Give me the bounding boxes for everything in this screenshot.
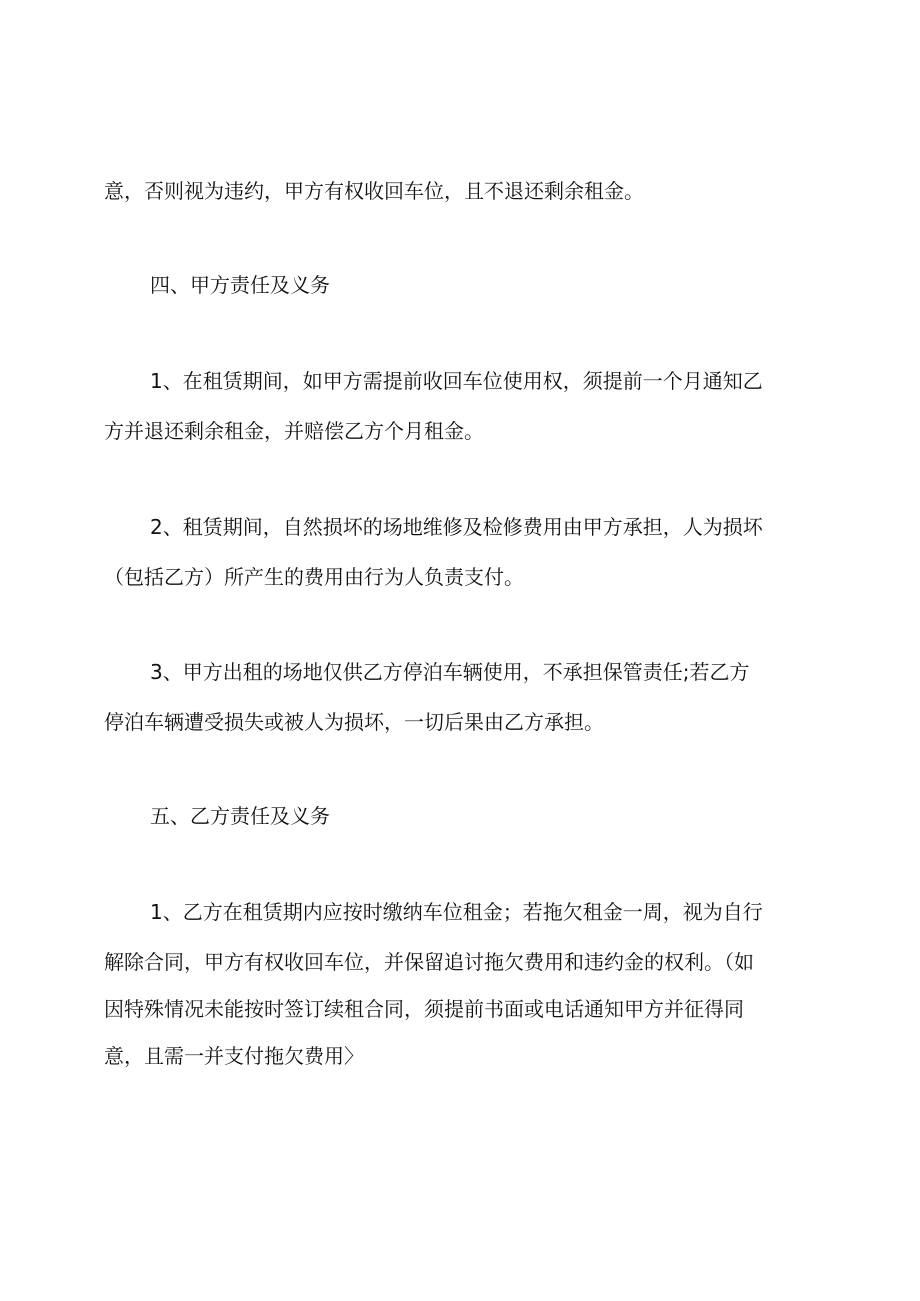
section-4-item-1-line-2: 方并退还剩余租金，并赔偿乙方个月租金。	[104, 419, 484, 443]
section-4-item-2-line-1: 2、租赁期间，自然损坏的场地维修及检修费用由甲方承担，人为损坏	[150, 515, 763, 539]
section-5-item-1-line-2: 解除合同，甲方有权收回车位，并保留追讨拖欠费用和违约金的权利。（如	[104, 950, 754, 974]
section-5-item-1-line-1: 1、乙方在租赁期内应按时缴纳车位租金；若拖欠租金一周，视为自行	[150, 900, 763, 924]
section-4-heading: 四、甲方责任及义务	[150, 273, 330, 297]
section-4-item-1-line-1: 1、在租赁期间，如甲方需提前收回车位使用权，须提前一个月通知乙	[150, 369, 763, 393]
section-4-item-3-line-1: 3、甲方出租的场地仅供乙方停泊车辆使用，不承担保管责任;若乙方	[150, 660, 750, 684]
section-4-item-2-line-2: （包括乙方）所产生的费用由行为人负责支付。	[104, 565, 524, 589]
section-5-item-1-line-4: 意，且需一并支付拖欠费用〉	[104, 1044, 364, 1068]
section-4-item-3-line-2: 停泊车辆遭受损失或被人为损坏，一切后果由乙方承担。	[104, 710, 604, 734]
continuation-text: 意，否则视为违约，甲方有权收回车位，且不退还剩余租金。	[104, 179, 644, 203]
section-5-heading: 五、乙方责任及义务	[150, 804, 330, 828]
section-5-item-1-line-3: 因特殊情况未能按时签订续租合同，须提前书面或电话通知甲方并征得同	[104, 997, 744, 1021]
